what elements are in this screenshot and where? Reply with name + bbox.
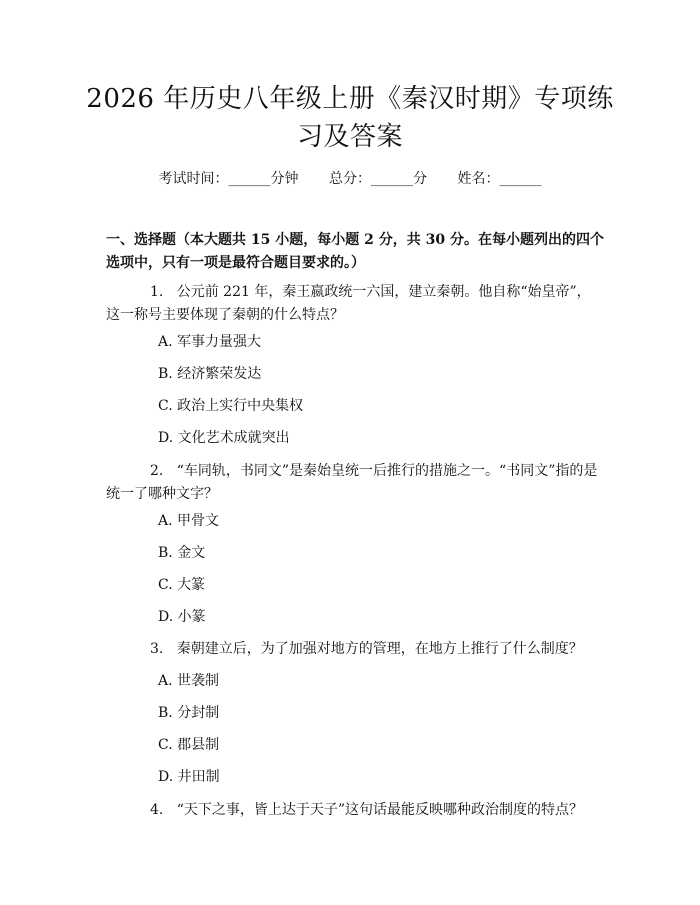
exam-time-field: 考试时间：______分钟 — [158, 171, 299, 187]
question-4 — [106, 799, 604, 822]
question-text: “天下之事，皆上达于天子”这句话最能反映哪种政治制度的特点？ — [176, 802, 584, 818]
option-2c[interactable]: C. 大篆 — [158, 577, 206, 593]
question-number: 4. — [150, 802, 164, 818]
document-title-line2: 习及答案 — [296, 122, 403, 152]
option-3a[interactable]: A. 世袭制 — [158, 673, 220, 689]
option-1c[interactable]: C. 政治上实行中央集权 — [158, 398, 304, 414]
question-text: 秦朝建立后，为了加强对地方的管理，在地方上推行了什么制度？ — [176, 641, 583, 657]
question-number: 1. — [150, 284, 164, 300]
question-text: 公元前 221 年，秦王嬴政统一六国，建立秦朝。他自称“始皇帝”，这一称号主要体现了秦朝的什么特点？ — [106, 284, 591, 323]
total-score-field: 总分：______分 — [329, 171, 427, 187]
section-heading: 一、选择题（本大题共 15 小题，每小题 2 分，共 30 分。在每小题列出的四个选项中，只有一项是最符合题目要求的。） — [106, 232, 604, 271]
option-2b[interactable]: B. 金文 — [158, 545, 206, 561]
option-3d[interactable]: D. 井田制 — [158, 769, 220, 785]
question-text: “车同轨，书同文”是秦始皇统一后推行的措施之一。“书同文”指的是统一了哪种文字？ — [106, 463, 598, 502]
question-2 — [106, 460, 604, 506]
option-3c[interactable]: C. 郡县制 — [158, 737, 220, 753]
exam-info-row — [0, 168, 700, 190]
option-1a[interactable]: A. 军事力量强大 — [158, 334, 262, 350]
question-number: 3. — [150, 641, 164, 657]
document-title-line1: 2026 年历史八年级上册《秦汉时期》专项练 — [86, 84, 614, 114]
option-2a[interactable]: A. 甲骨文 — [158, 513, 220, 529]
option-3b[interactable]: B. 分封制 — [158, 705, 220, 721]
question-1 — [106, 281, 604, 327]
name-field: 姓名：______ — [457, 171, 542, 187]
option-1b[interactable]: B. 经济繁荣发达 — [158, 366, 262, 382]
option-1d[interactable]: D. 文化艺术成就突出 — [158, 430, 290, 446]
question-3 — [106, 638, 604, 661]
option-2d[interactable]: D. 小篆 — [158, 609, 206, 625]
question-number: 2. — [150, 463, 164, 479]
